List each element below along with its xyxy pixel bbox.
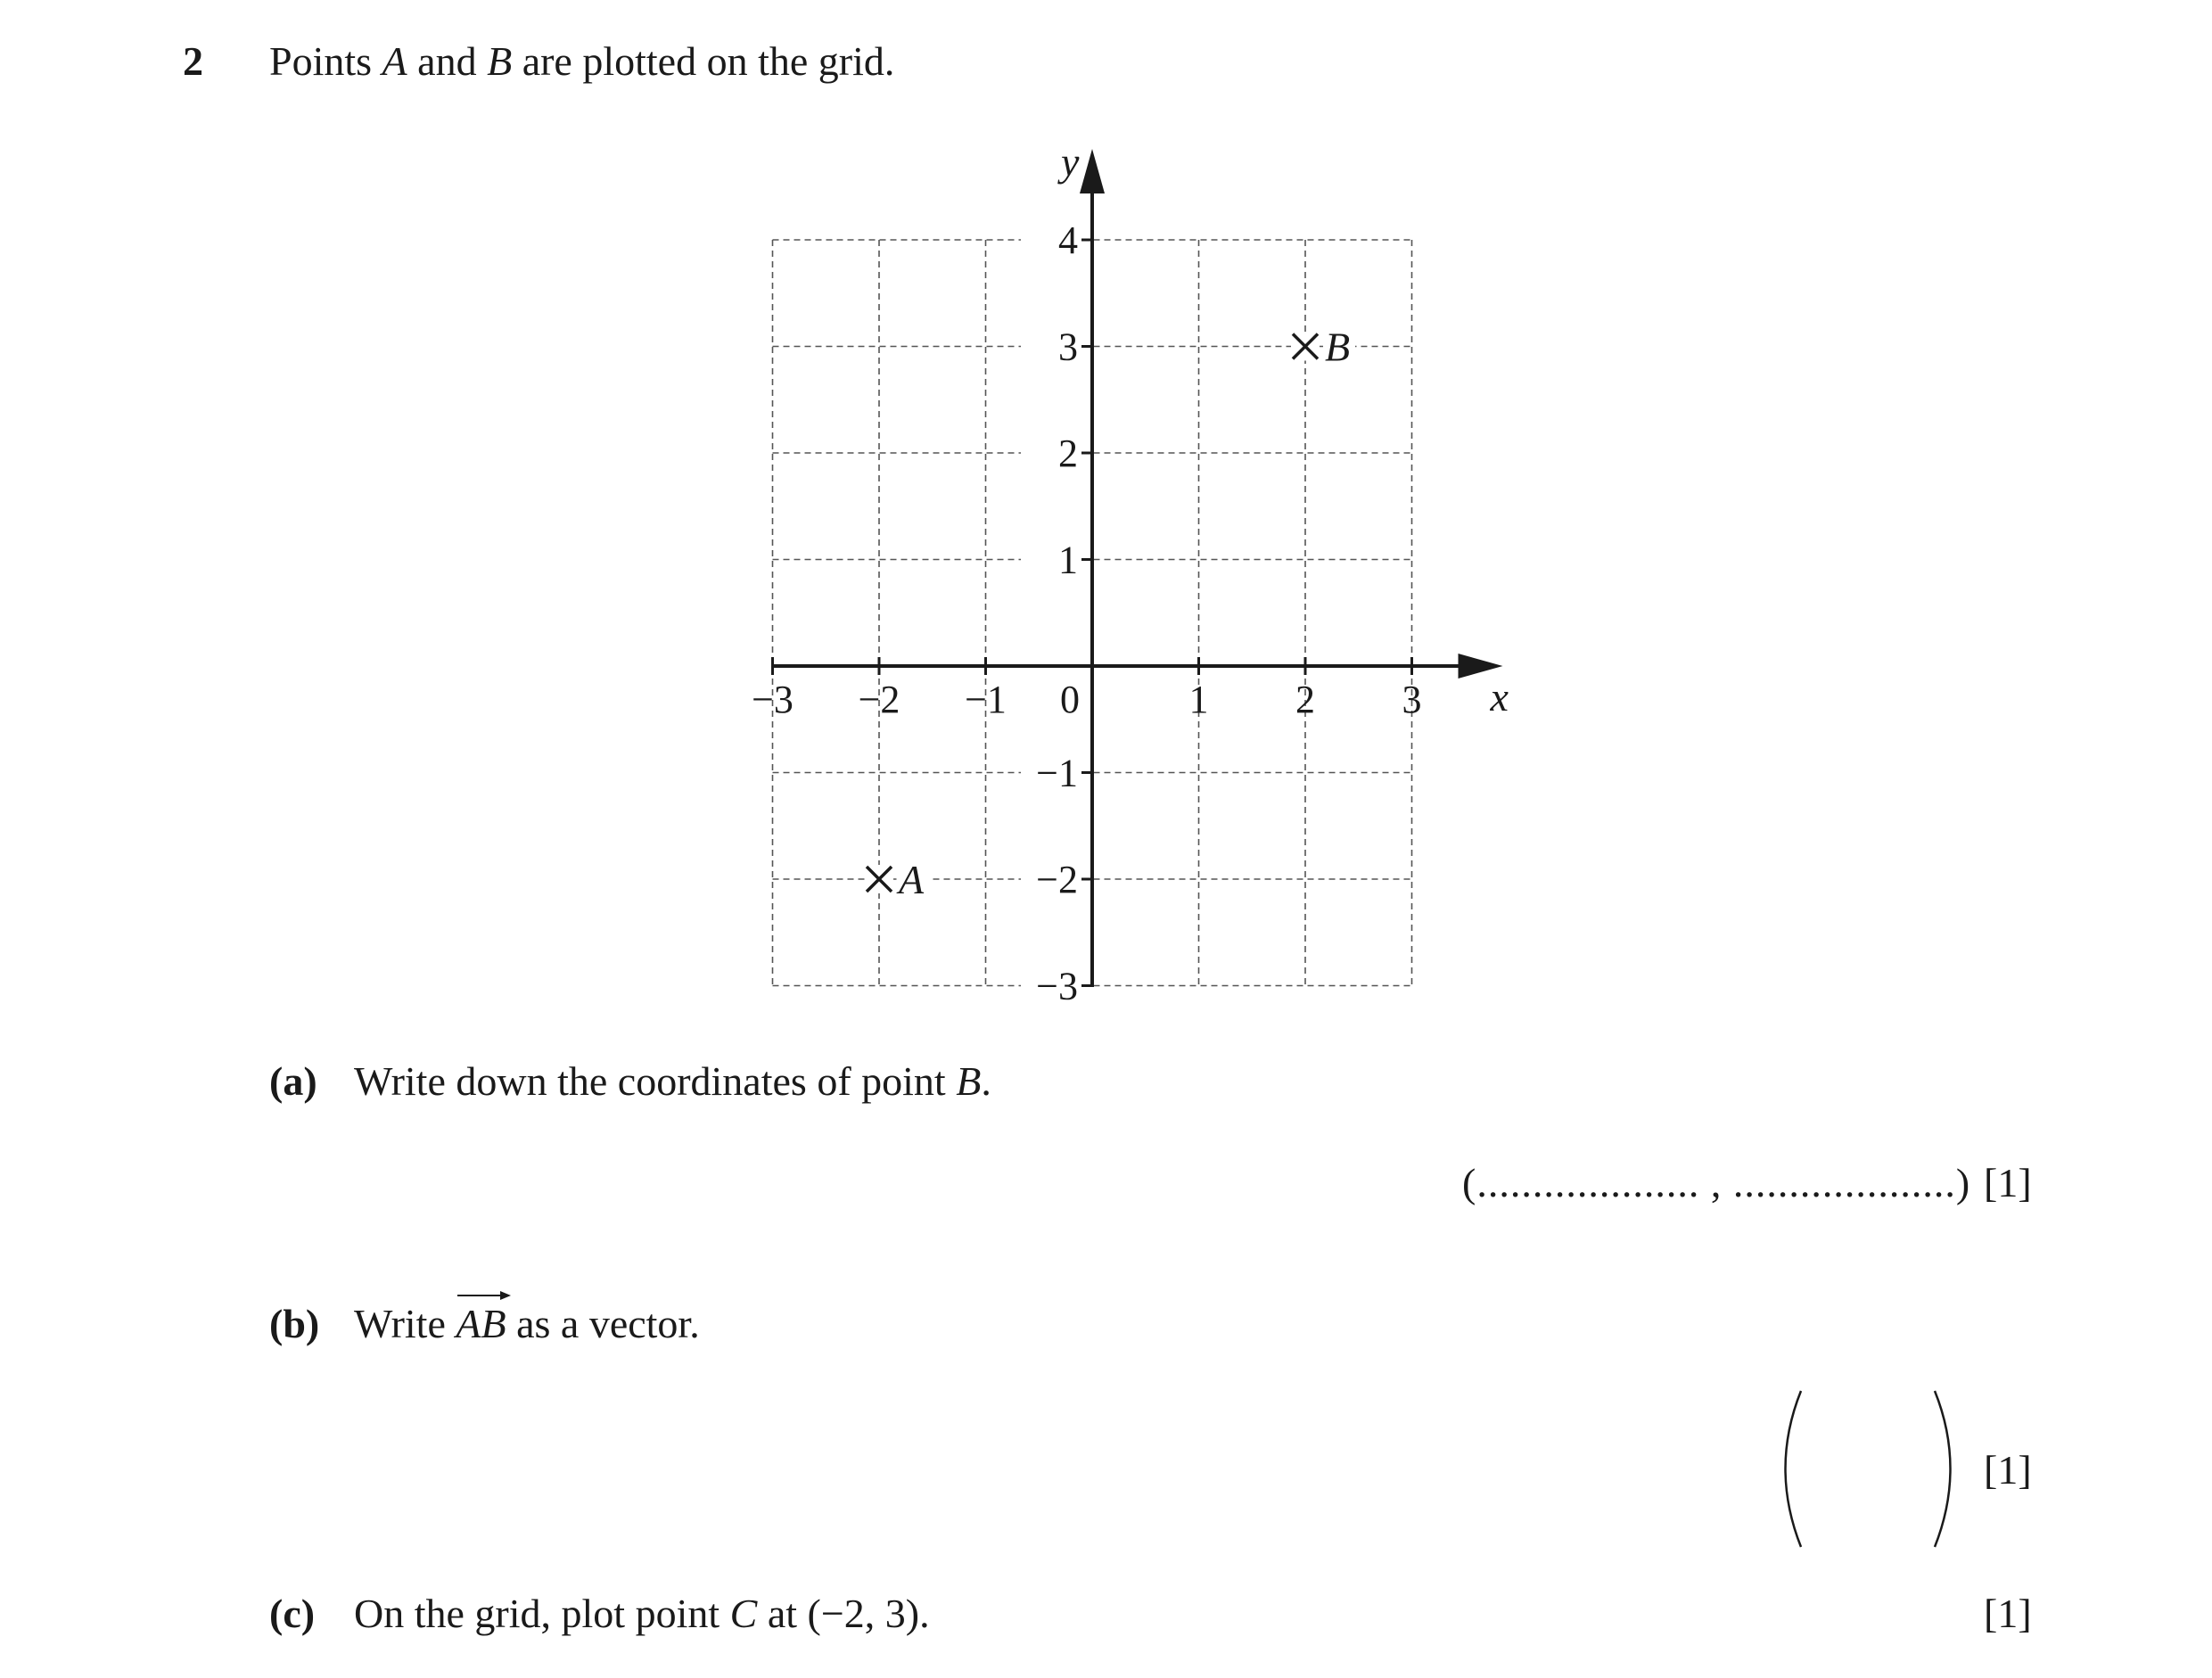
part-a-answer-line[interactable]: (.................... , ....................)	[1462, 1160, 1971, 1205]
point-a-cross-icon	[865, 865, 893, 893]
point-a-name: A	[382, 38, 407, 84]
y-tick-label: 2	[1058, 432, 1078, 475]
part-c-text: On the grid, plot point C at (−2, 3).	[354, 1591, 930, 1636]
y-tick-label: 4	[1058, 218, 1078, 262]
vector-answer-brackets[interactable]	[1774, 1386, 1961, 1551]
vector-ab: AB	[456, 1300, 506, 1347]
question-stem: Points A and B are plotted on the grid.	[269, 38, 895, 84]
part-a-marks: [1]	[1984, 1160, 2032, 1205]
left-bracket	[1786, 1391, 1802, 1547]
plotted-points	[865, 325, 1355, 903]
part-c-label: (c)	[269, 1591, 316, 1636]
y-tick-label: 3	[1058, 325, 1078, 369]
right-bracket	[1935, 1391, 1951, 1547]
part-a-label: (a)	[269, 1058, 317, 1104]
part-b-label: (b)	[269, 1301, 320, 1346]
x-tick-label: 1	[1188, 678, 1209, 721]
part-c-marks: [1]	[1984, 1591, 2032, 1636]
axes	[773, 149, 1503, 986]
y-axis-arrow-icon	[1080, 149, 1105, 193]
part-b-text: Write AB as a vector.	[354, 1300, 700, 1347]
x-axis-label: x	[1490, 674, 1509, 720]
y-tick-label: 1	[1058, 538, 1078, 582]
x-tick-label: 0	[1060, 678, 1080, 721]
x-tick-label: 3	[1402, 678, 1422, 721]
point-label-a: A	[899, 857, 925, 902]
point-b-name: B	[487, 38, 513, 84]
y-axis-label: y	[1061, 139, 1080, 185]
point-b-cross-icon	[1291, 333, 1320, 361]
y-tick-label: −1	[1036, 751, 1078, 795]
part-b-marks: [1]	[1984, 1447, 2032, 1493]
question-number: 2	[183, 38, 203, 84]
point-label-b: B	[1325, 324, 1351, 370]
y-tick-label: −2	[1036, 858, 1078, 901]
x-tick-label: −1	[965, 678, 1007, 721]
vector-arrow-icon	[457, 1289, 511, 1302]
x-tick-label: −2	[858, 678, 900, 721]
y-tick-label: −3	[1036, 964, 1078, 1008]
x-tick-label: 2	[1295, 678, 1315, 721]
x-tick-label: −3	[752, 678, 794, 721]
part-a-text: Write down the coordinates of point B.	[354, 1058, 991, 1104]
